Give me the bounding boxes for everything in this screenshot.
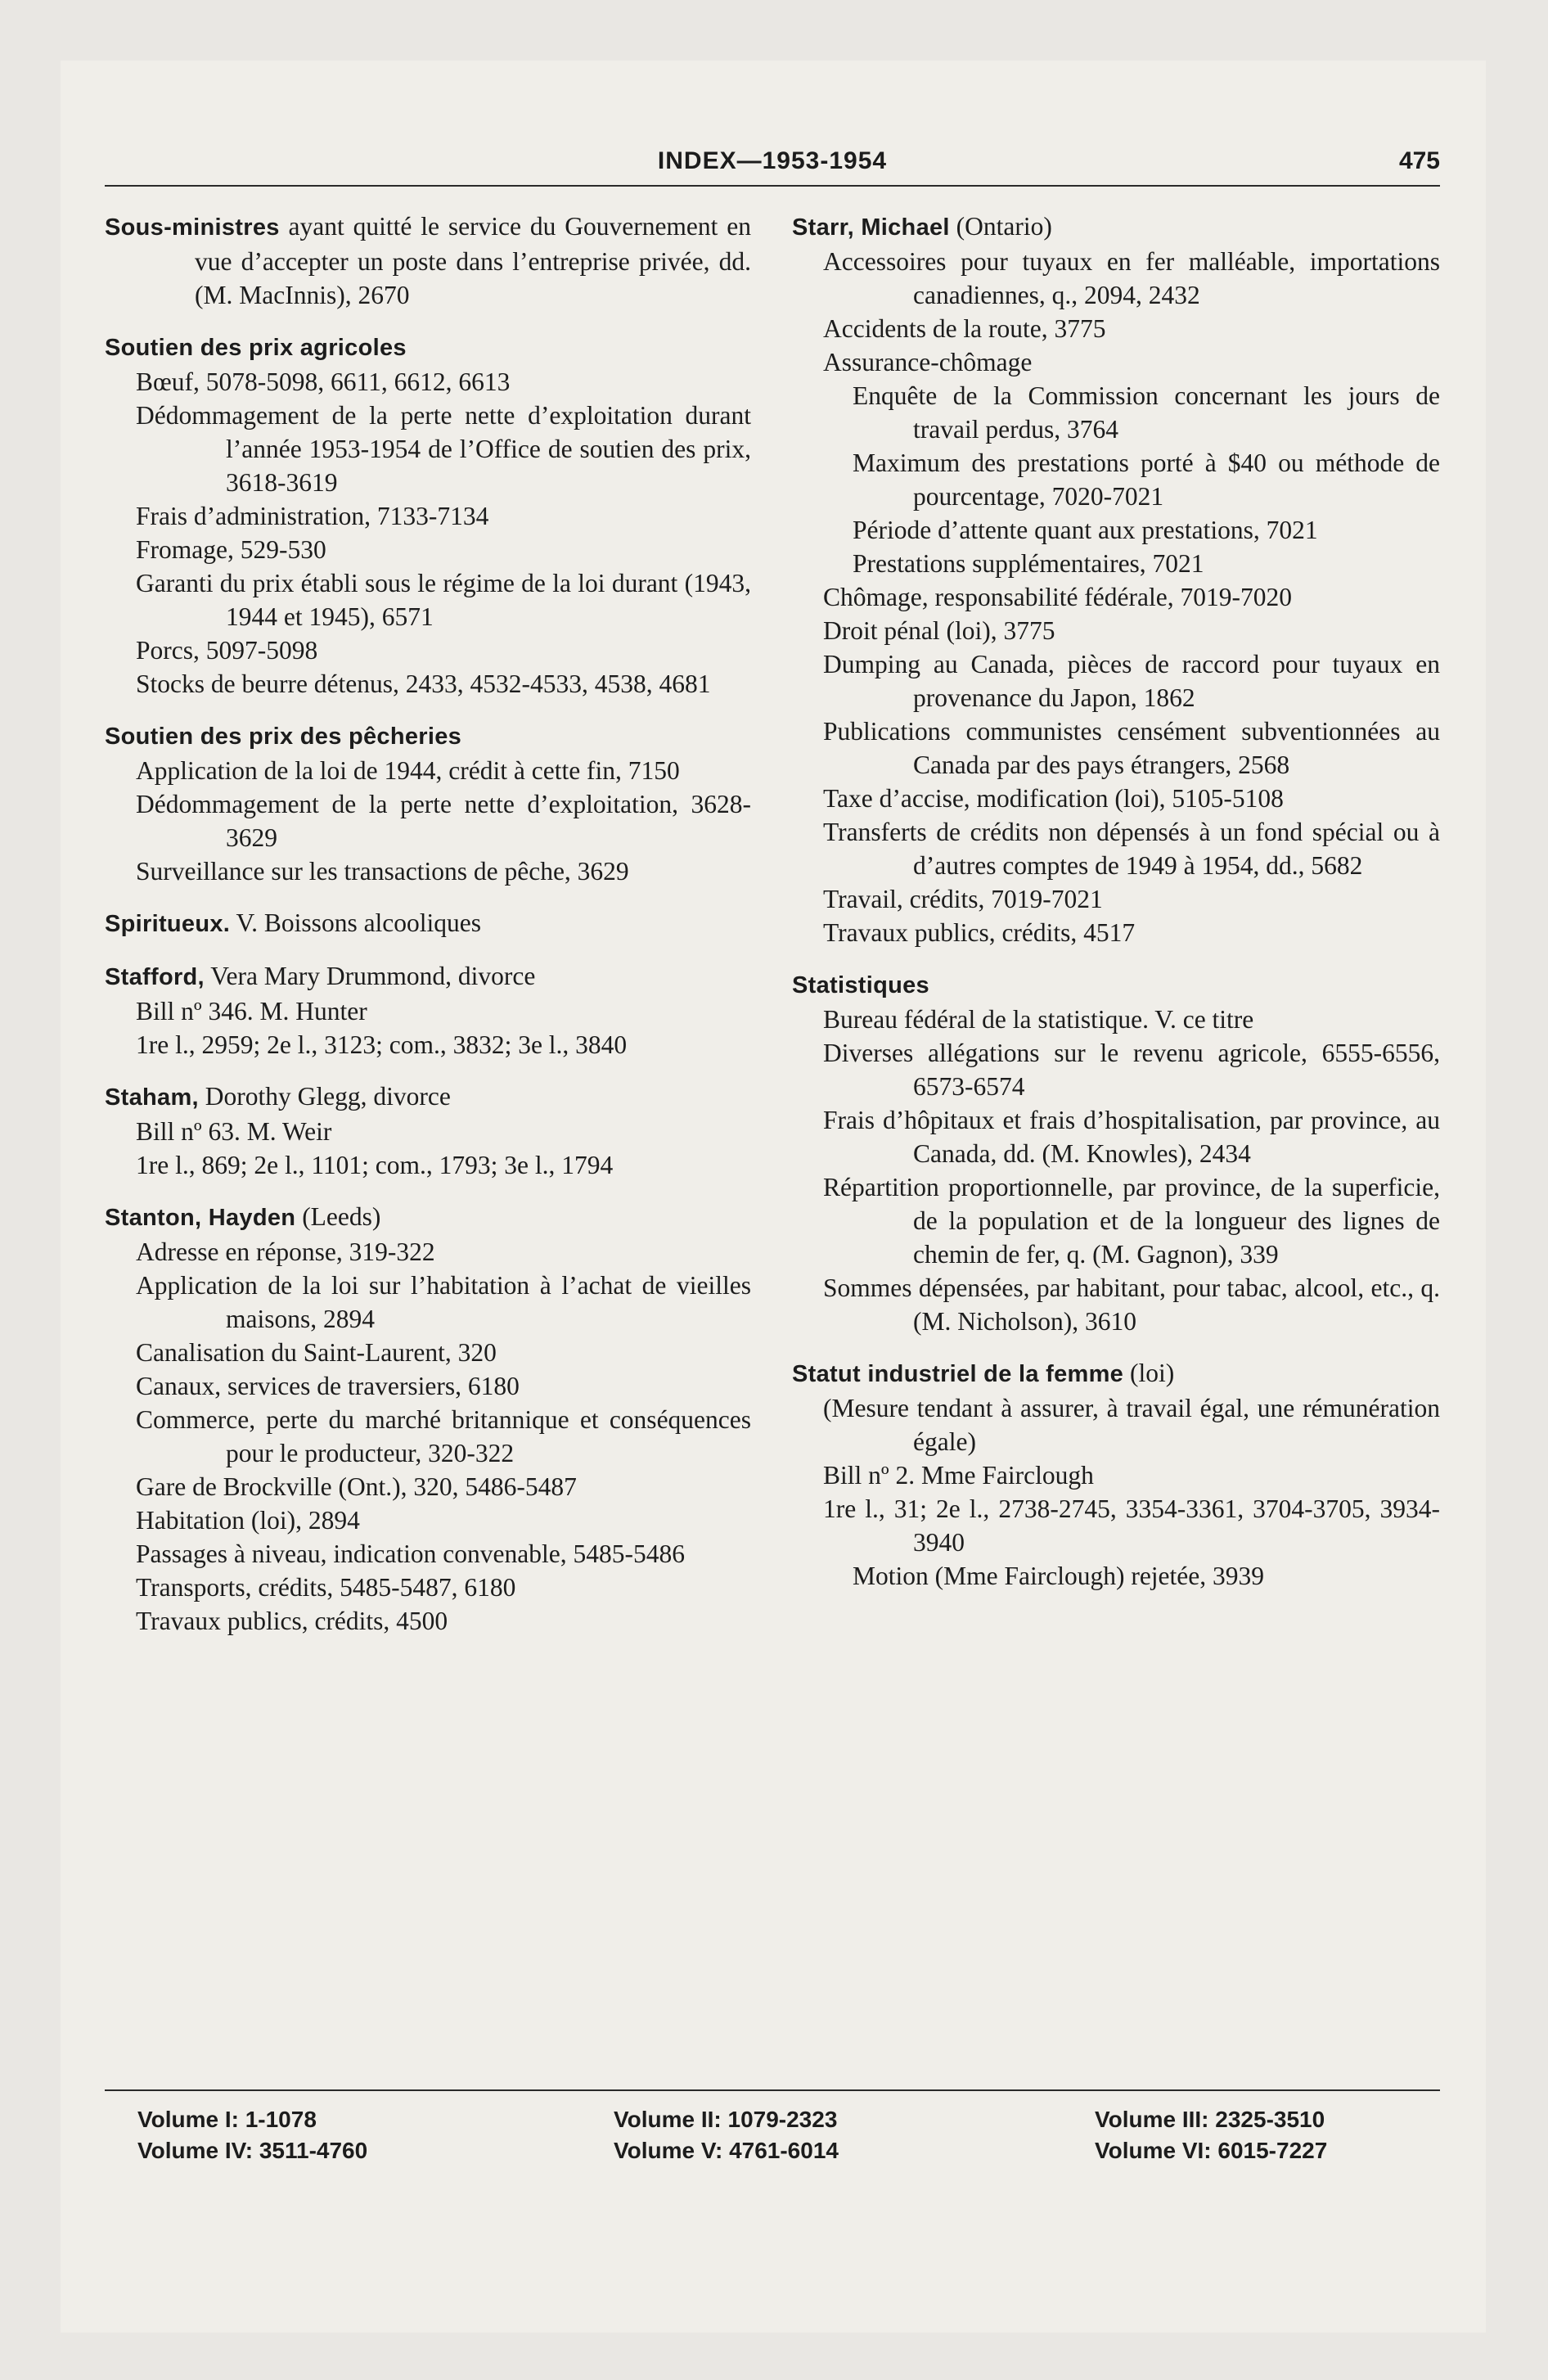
entry-heading: Spiritueux. xyxy=(105,911,231,937)
entry-heading-line xyxy=(792,1356,1440,1391)
entry-subentry xyxy=(792,1458,1440,1492)
entry-subentry xyxy=(792,1036,1440,1103)
entry-subentry xyxy=(792,782,1440,815)
index-entry xyxy=(792,967,1440,1338)
entry-heading-line xyxy=(105,210,751,312)
entry-heading: Sous-ministres xyxy=(105,214,280,241)
entry-text: Sommes dépensées, par habitant, pour tabac, alcool, etc., q. (M. Nicholson), 3610 xyxy=(823,1273,1440,1336)
entry-subentry xyxy=(105,854,751,888)
volume-range: Volume V: 4761-6014 xyxy=(614,2138,839,2163)
entry-heading: Soutien des prix des pêcheries xyxy=(105,723,462,750)
entry-subentry xyxy=(792,815,1440,882)
entry-heading: Stanton, Hayden xyxy=(105,1205,296,1231)
volume-range: Volume III: 2325-3510 xyxy=(1095,2107,1325,2132)
entry-text: Application de la loi de 1944, crédit à cette fin, 7150 xyxy=(136,756,680,785)
entry-text: Porcs, 5097-5098 xyxy=(136,636,318,665)
entry-text: Enquête de la Commission concernant les jours de travail perdus, 3764 xyxy=(853,381,1440,444)
volume-range: Volume IV: 3511-4760 xyxy=(137,2138,368,2163)
entry-text: Habitation (loi), 2894 xyxy=(136,1506,360,1535)
entry-text: Accessoires pour tuyaux en fer malléable, importations canadiennes, q., 2094, 2432 xyxy=(823,247,1440,309)
entry-subentry xyxy=(105,1403,751,1470)
entry-subentry xyxy=(792,1559,1440,1593)
entry-text: Garanti du prix établi sous le régime de la loi durant (1943, 1944 et 1945), 6571 xyxy=(136,569,751,631)
entry-subentry xyxy=(792,916,1440,949)
entry-text: Dédommagement de la perte nette d’exploitation durant l’année 1953-1954 de l’Office de soutien des prix, 3618-3619 xyxy=(136,401,751,497)
entry-text: Bill nº 346. M. Hunter xyxy=(136,997,367,1025)
page-header xyxy=(105,144,1440,187)
volume-range: Volume I: 1-1078 xyxy=(137,2107,317,2132)
entry-text: (Leeds) xyxy=(295,1202,381,1231)
index-entry xyxy=(105,330,751,701)
entry-text: (Mesure tendant à assurer, à travail égal, une rémunération égale) xyxy=(823,1394,1440,1456)
entry-subentry xyxy=(792,1271,1440,1338)
entry-subentry xyxy=(105,1503,751,1537)
entry-text: V. Boissons alcooliques xyxy=(230,908,482,937)
entry-heading: Starr, Michael xyxy=(792,214,950,241)
entry-text: Fromage, 529-530 xyxy=(136,535,326,564)
entry-heading: Staham, xyxy=(105,1084,199,1111)
entry-text: Vera Mary Drummond, divorce xyxy=(204,962,536,990)
entry-subentry xyxy=(792,1391,1440,1458)
right-column xyxy=(792,210,1440,1611)
entry-text: (Ontario) xyxy=(949,212,1052,241)
page-title: INDEX—1953-1954 xyxy=(657,147,888,174)
index-entry xyxy=(105,719,751,888)
entry-text: Stocks de beurre détenus, 2433, 4532-4533, 4538, 4681 xyxy=(136,669,711,698)
entry-text: 1re l., 2959; 2e l., 3123; com., 3832; 3e l., 3840 xyxy=(136,1030,628,1059)
entry-text: Passages à niveau, indication convenable, 5485-5486 xyxy=(136,1539,685,1568)
entry-subentry xyxy=(792,446,1440,513)
entry-subentry xyxy=(105,1336,751,1369)
entry-subentry xyxy=(792,379,1440,446)
entry-subentry xyxy=(792,1103,1440,1170)
entry-heading: Stafford, xyxy=(105,964,205,990)
entry-text: Chômage, responsabilité fédérale, 7019-7020 xyxy=(823,583,1292,611)
entry-text: Bœuf, 5078-5098, 6611, 6612, 6613 xyxy=(136,367,511,396)
entry-text: Frais d’administration, 7133-7134 xyxy=(136,502,489,530)
entry-heading-line xyxy=(105,959,751,994)
entry-subentry xyxy=(105,1470,751,1503)
entry-heading: Statut industriel de la femme xyxy=(792,1361,1124,1387)
entry-text: Dédommagement de la perte nette d’exploitation, 3628-3629 xyxy=(136,790,751,852)
entry-text: Motion (Mme Fairclough) rejetée, 3939 xyxy=(853,1562,1265,1590)
entry-text: Travaux publics, crédits, 4517 xyxy=(823,918,1136,947)
entry-subentry xyxy=(105,365,751,399)
entry-text: Diverses allégations sur le revenu agricole, 6555-6556, 6573-6574 xyxy=(823,1039,1440,1101)
entry-text: Maximum des prestations porté à $40 ou méthode de pourcentage, 7020-7021 xyxy=(853,449,1440,511)
entry-text: Application de la loi sur l’habitation à l’achat de vieilles maisons, 2894 xyxy=(136,1271,751,1333)
entry-subentry xyxy=(792,1492,1440,1559)
entry-text: Travail, crédits, 7019-7021 xyxy=(823,885,1103,913)
entry-subentry xyxy=(792,882,1440,916)
entry-text: Surveillance sur les transactions de pêche, 3629 xyxy=(136,857,629,886)
entry-text: Publications communistes censément subventionnées au Canada par des pays étrangers, 2568 xyxy=(823,717,1440,779)
entry-text: Assurance-chômage xyxy=(823,348,1033,376)
footer-column-1 xyxy=(137,2104,367,2166)
entry-text: Période d’attente quant aux prestations, 7021 xyxy=(853,516,1318,544)
entry-heading-line xyxy=(105,330,751,365)
entry-text: Gare de Brockville (Ont.), 320, 5486-5487 xyxy=(136,1472,577,1501)
index-entry xyxy=(105,906,751,941)
entry-text: (loi) xyxy=(1123,1359,1175,1387)
entry-subentry xyxy=(792,513,1440,547)
entry-text: 1re l., 869; 2e l., 1101; com., 1793; 3e l., 1794 xyxy=(136,1151,614,1179)
entry-subentry xyxy=(105,1604,751,1638)
index-entry xyxy=(105,210,751,312)
index-entry xyxy=(792,210,1440,949)
entry-subentry xyxy=(105,1148,751,1182)
entry-text: Transferts de crédits non dépensés à un fond spécial ou à d’autres comptes de 1949 à 1954, dd., 5682 xyxy=(823,818,1440,880)
entry-subentry xyxy=(105,633,751,667)
page-number: 475 xyxy=(1398,147,1440,174)
entry-text: Accidents de la route, 3775 xyxy=(823,314,1106,343)
entry-subentry xyxy=(105,1537,751,1571)
entry-text: Commerce, perte du marché britannique et conséquences pour le producteur, 320-322 xyxy=(136,1405,751,1467)
entry-text: Travaux publics, crédits, 4500 xyxy=(136,1607,448,1635)
volume-footer xyxy=(105,2089,1440,2163)
entry-subentry xyxy=(792,647,1440,714)
entry-heading-line xyxy=(792,967,1440,1003)
entry-text: 1re l., 31; 2e l., 2738-2745, 3354-3361, 3704-3705, 3934-3940 xyxy=(823,1494,1440,1557)
entry-heading: Statistiques xyxy=(792,972,929,998)
entry-text: Taxe d’accise, modification (loi), 5105-5108 xyxy=(823,784,1284,813)
entry-text: Canaux, services de traversiers, 6180 xyxy=(136,1372,520,1400)
entry-subentry xyxy=(792,345,1440,379)
entry-text: Répartition proportionnelle, par province, de la superficie, de la population et de la longueur des lignes de chemin de fer, q. (M. Gagnon), 339 xyxy=(823,1173,1440,1269)
entry-text: Prestations supplémentaires, 7021 xyxy=(853,549,1204,578)
entry-subentry xyxy=(105,787,751,854)
entry-subentry xyxy=(105,1571,751,1604)
footer-column-3 xyxy=(1095,2104,1327,2166)
entry-text: Bill nº 63. M. Weir xyxy=(136,1117,332,1146)
entry-text: Bill nº 2. Mme Fairclough xyxy=(823,1461,1094,1490)
entry-heading: Soutien des prix agricoles xyxy=(105,335,407,361)
entry-subentry xyxy=(105,1115,751,1148)
entry-subentry xyxy=(105,499,751,533)
entry-heading-line xyxy=(105,1080,751,1115)
entry-subentry xyxy=(105,399,751,499)
entry-subentry xyxy=(105,1235,751,1269)
entry-heading-line xyxy=(105,719,751,754)
entry-subentry xyxy=(105,533,751,566)
entry-subentry xyxy=(792,1170,1440,1271)
volume-range: Volume VI: 6015-7227 xyxy=(1095,2138,1328,2163)
entry-text: Frais d’hôpitaux et frais d’hospitalisation, par province, au Canada, dd. (M. Knowles), 2434 xyxy=(823,1106,1440,1168)
index-entry xyxy=(792,1356,1440,1593)
entry-heading-line xyxy=(792,210,1440,245)
footer-column-2 xyxy=(614,2104,839,2166)
entry-text: Transports, crédits, 5485-5487, 6180 xyxy=(136,1573,516,1602)
entry-text: Adresse en réponse, 319-322 xyxy=(136,1237,435,1266)
entry-text: Dumping au Canada, pièces de raccord pour tuyaux en provenance du Japon, 1862 xyxy=(823,650,1440,712)
volume-range: Volume II: 1079-2323 xyxy=(614,2107,838,2132)
entry-subentry xyxy=(105,1369,751,1403)
entry-subentry xyxy=(792,1003,1440,1036)
entry-heading-line xyxy=(105,1200,751,1235)
entry-heading-line xyxy=(105,906,751,941)
entry-subentry xyxy=(792,714,1440,782)
index-entry xyxy=(105,959,751,1062)
entry-subentry xyxy=(792,614,1440,647)
entry-subentry xyxy=(792,547,1440,580)
entry-subentry xyxy=(792,245,1440,312)
entry-subentry xyxy=(792,312,1440,345)
entry-subentry xyxy=(105,566,751,633)
entry-text: Droit pénal (loi), 3775 xyxy=(823,616,1055,645)
entry-subentry xyxy=(105,754,751,787)
left-column xyxy=(105,210,751,1656)
index-entry xyxy=(105,1200,751,1638)
index-entry xyxy=(105,1080,751,1182)
entry-text: ayant quitté le service du Gouvernement en vue d’accepter un poste dans l’entreprise privée, dd. (M. MacInnis), 2670 xyxy=(195,212,751,309)
entry-text: Dorothy Glegg, divorce xyxy=(198,1082,451,1111)
entry-subentry xyxy=(105,1269,751,1336)
entry-text: Canalisation du Saint-Laurent, 320 xyxy=(136,1338,497,1367)
entry-text: Bureau fédéral de la statistique. V. ce titre xyxy=(823,1005,1254,1034)
entry-subentry xyxy=(105,1028,751,1062)
entry-subentry xyxy=(105,994,751,1028)
entry-subentry xyxy=(792,580,1440,614)
entry-subentry xyxy=(105,667,751,701)
